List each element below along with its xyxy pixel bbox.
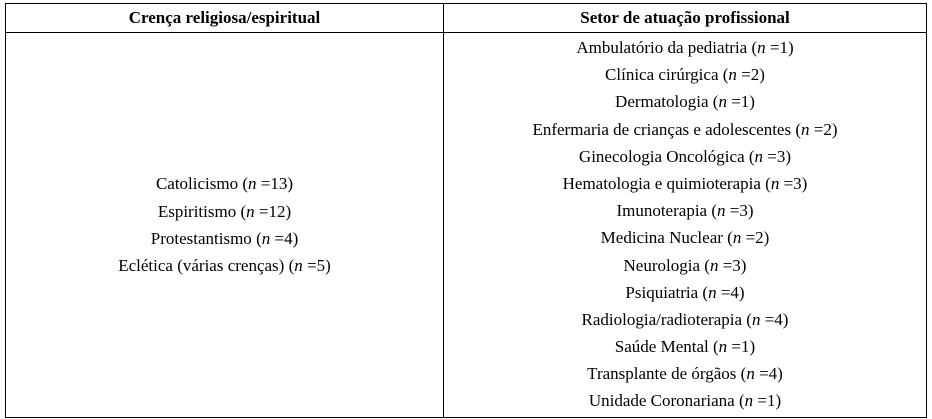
religion-item: Catolicismo (n =13)	[155, 174, 294, 194]
n-symbol: n	[718, 337, 728, 357]
n-symbol: n	[728, 65, 737, 85]
religion-item-name: Catolicismo	[155, 174, 239, 194]
religion-item-count: =4	[274, 228, 293, 248]
sector-item: Dermatologia (n =1)	[615, 92, 755, 112]
sector-item: Medicina Nuclear (n =2)	[600, 228, 770, 248]
sector-item: Imunoterapia (n =3)	[616, 201, 754, 221]
n-symbol: n	[708, 282, 717, 302]
religion-list	[6, 170, 443, 279]
religion-item-count: =5	[307, 256, 326, 276]
sector-cell	[444, 33, 927, 418]
sector-item-name: Medicina Nuclear	[600, 228, 723, 248]
n-symbol: n	[718, 92, 727, 112]
sector-item: Unidade Coronariana (n =1)	[588, 391, 782, 411]
sector-item-name: Radiologia/radioterapia	[581, 309, 743, 329]
sector-item-count: =3	[783, 173, 802, 193]
sector-item: Transplante de órgãos (n =4)	[587, 364, 783, 384]
sector-item: Saúde Mental (n =1)	[614, 337, 756, 357]
header-professional-sector: Setor de atuação profissional	[444, 4, 927, 33]
religion-item: Protestantismo (n =4)	[150, 228, 299, 248]
n-symbol: n	[732, 228, 742, 248]
sector-item-count: =4	[764, 309, 783, 329]
sector-item-count: =4	[759, 364, 778, 384]
sector-item-name: Imunoterapia	[616, 201, 708, 221]
n-symbol: n	[246, 201, 255, 221]
sector-item-count: =2	[741, 65, 760, 85]
n-symbol: n	[294, 256, 303, 276]
n-symbol: n	[770, 173, 780, 193]
n-symbol: n	[709, 255, 719, 275]
body-row	[6, 33, 927, 418]
sector-list	[444, 34, 926, 415]
n-symbol: n	[801, 119, 810, 139]
religion-cell	[6, 33, 444, 418]
sector-item-name: Ambulatório da pediatria	[576, 38, 748, 57]
religion-item-name: Protestantismo	[150, 228, 252, 248]
n-symbol: n	[751, 309, 761, 329]
header-religious-belief: Crença religiosa/espiritual	[6, 4, 444, 33]
sector-item: Enfermaria de crianças e adolescentes (n =2)	[532, 119, 838, 139]
sector-item-count: =1	[757, 391, 776, 411]
sector-item-name: Transplante de órgãos	[587, 364, 737, 384]
sector-item: Ginecologia Oncológica (n =3)	[578, 146, 792, 166]
religion-item-count: =12	[258, 201, 286, 221]
n-symbol: n	[248, 174, 257, 194]
sector-item-count: =1	[769, 38, 788, 57]
n-symbol: n	[757, 38, 766, 57]
sector-item-count: =1	[731, 92, 750, 112]
sector-item-count: =3	[722, 255, 741, 275]
sector-item-name: Dermatologia	[615, 92, 709, 112]
sector-item-name: Clínica cirúrgica	[605, 65, 719, 85]
religion-item-count: =13	[260, 174, 288, 194]
header-row	[6, 4, 927, 33]
sector-item-name: Neurologia	[623, 255, 701, 275]
sector-item-count: =4	[720, 282, 739, 302]
sector-item: Neurologia (n =3)	[623, 255, 747, 275]
n-symbol: n	[261, 228, 271, 248]
sector-item: Hematologia e quimioterapia (n =3)	[562, 173, 808, 193]
n-symbol: n	[754, 146, 764, 166]
religion-item: Espiritismo (n =12)	[157, 201, 292, 221]
sector-item-count: =2	[745, 228, 764, 248]
sector-item-name: Hematologia e quimioterapia	[562, 173, 761, 193]
sector-item-count: =1	[731, 337, 750, 357]
n-symbol: n	[746, 364, 755, 384]
sector-item-count: =2	[813, 119, 832, 139]
sector-item: Radiologia/radioterapia (n =4)	[581, 309, 789, 329]
sector-item-name: Enfermaria de crianças e adolescentes	[532, 119, 792, 139]
n-symbol: n	[717, 201, 726, 221]
sector-item: Clínica cirúrgica (n =2)	[605, 65, 765, 85]
sector-item-name: Ginecologia Oncológica	[578, 146, 745, 166]
religion-item-name: Eclética (várias crenças)	[118, 256, 285, 276]
sector-item: Ambulatório da pediatria (n =1)	[576, 38, 794, 57]
religion-item-name: Espiritismo	[157, 201, 237, 221]
n-symbol: n	[744, 391, 754, 411]
sector-item-name: Psiquiatria	[625, 282, 699, 302]
religion-item: Eclética (várias crenças) (n =5)	[118, 256, 331, 276]
sector-item: Psiquiatria (n =4)	[625, 282, 745, 302]
sector-item-count: =3	[729, 201, 748, 221]
sector-item-name: Unidade Coronariana	[588, 391, 735, 411]
sector-item-name: Saúde Mental	[614, 337, 709, 357]
sector-item-count: =3	[767, 146, 786, 166]
data-table	[5, 3, 927, 418]
